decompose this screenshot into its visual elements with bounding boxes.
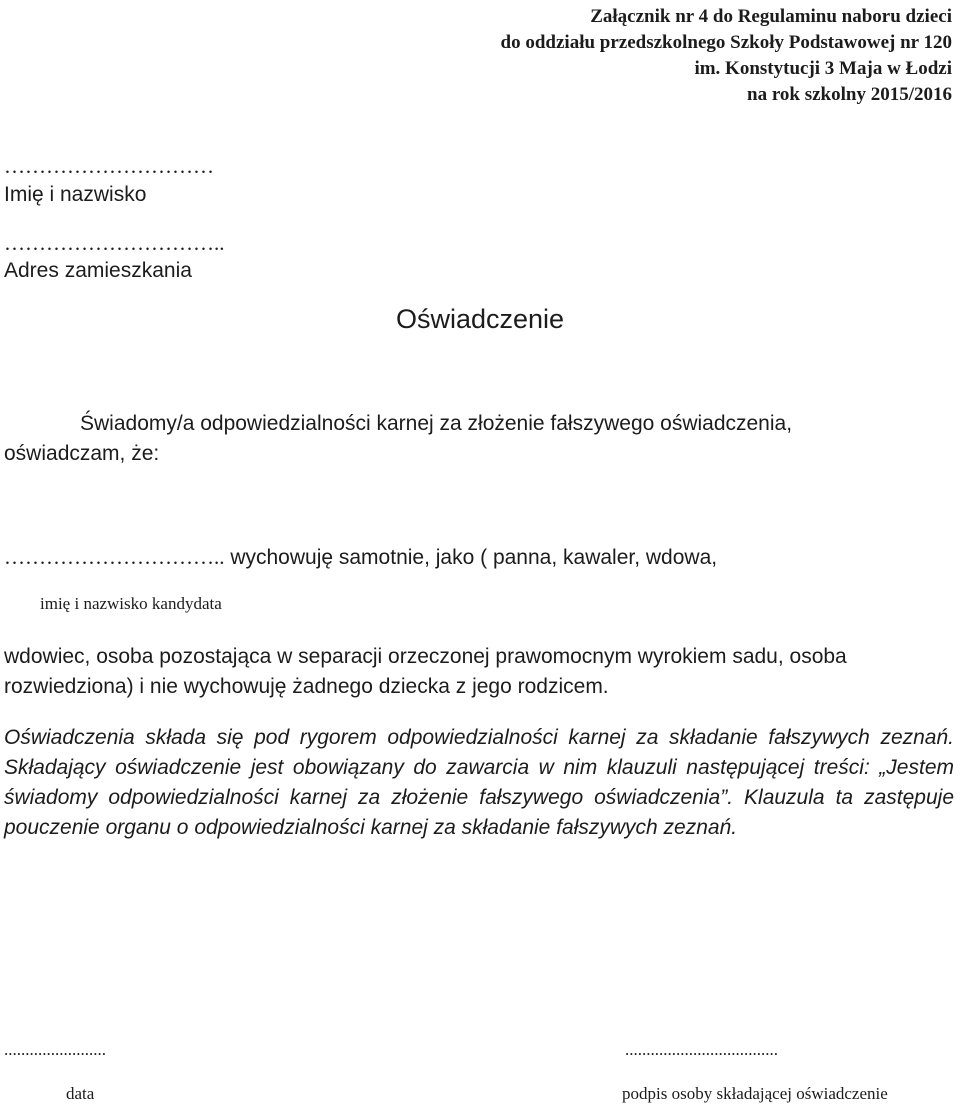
- legal-note: Oświadczenia składa się pod rygorem odpowiedzialności karnej za składanie fałszywych zeznań. Składający oświadczenie jest obowiązany do zawarcia w nim klauzuli następującej treści: „Jestem świadomy odpowiedzialności karnej za złożenie fałszywego oświadczenia”. Klauzula ta zastępuje pouczenie organu o odpowiedzialności karnej za składanie fałszywych zeznań.: [4, 726, 954, 839]
- address-label: Adres zamieszkania: [4, 259, 192, 282]
- attachment-header: [352, 4, 952, 108]
- date-dots: ........................: [4, 1040, 106, 1059]
- address-dots: …………………………..: [4, 231, 225, 255]
- candidate-label: imię i nazwisko kandydata: [40, 594, 222, 613]
- name-dots: …………………………: [4, 154, 214, 178]
- intro-paragraph: [4, 409, 956, 469]
- statement-continuation: wdowiec, osoba pozostająca w separacji orzeczonej prawomocnym wyrokiem sadu, osoba rozwiedziona) i nie wychowuję żadnego dziecka z jego rodzicem.: [4, 645, 847, 698]
- intro-line-2: oświadczam, że:: [4, 442, 160, 465]
- date-label: data: [66, 1084, 95, 1103]
- name-label: Imię i nazwisko: [4, 183, 147, 206]
- intro-line-1: Świadomy/a odpowiedzialności karnej za złożenie fałszywego oświadczenia,: [80, 412, 793, 435]
- signature-dots: ....................................: [625, 1040, 778, 1059]
- signature-label: podpis osoby składającej oświadczenie: [622, 1084, 888, 1103]
- header-line-4: na rok szkolny 2015/2016: [747, 84, 952, 105]
- statement-text: wychowuję samotnie, jako ( panna, kawaler, wdowa,: [224, 546, 718, 569]
- document-title: Oświadczenie: [395, 304, 565, 334]
- header-line-2: do oddziału przedszkolnego Szkoły Podstawowej nr 120: [500, 32, 952, 53]
- header-line-1: Załącznik nr 4 do Regulaminu naboru dzieci: [590, 6, 952, 27]
- statement-line: [4, 545, 717, 570]
- candidate-dots: …………………………..: [4, 545, 225, 569]
- header-line-3: im. Konstytucji 3 Maja w Łodzi: [694, 58, 952, 79]
